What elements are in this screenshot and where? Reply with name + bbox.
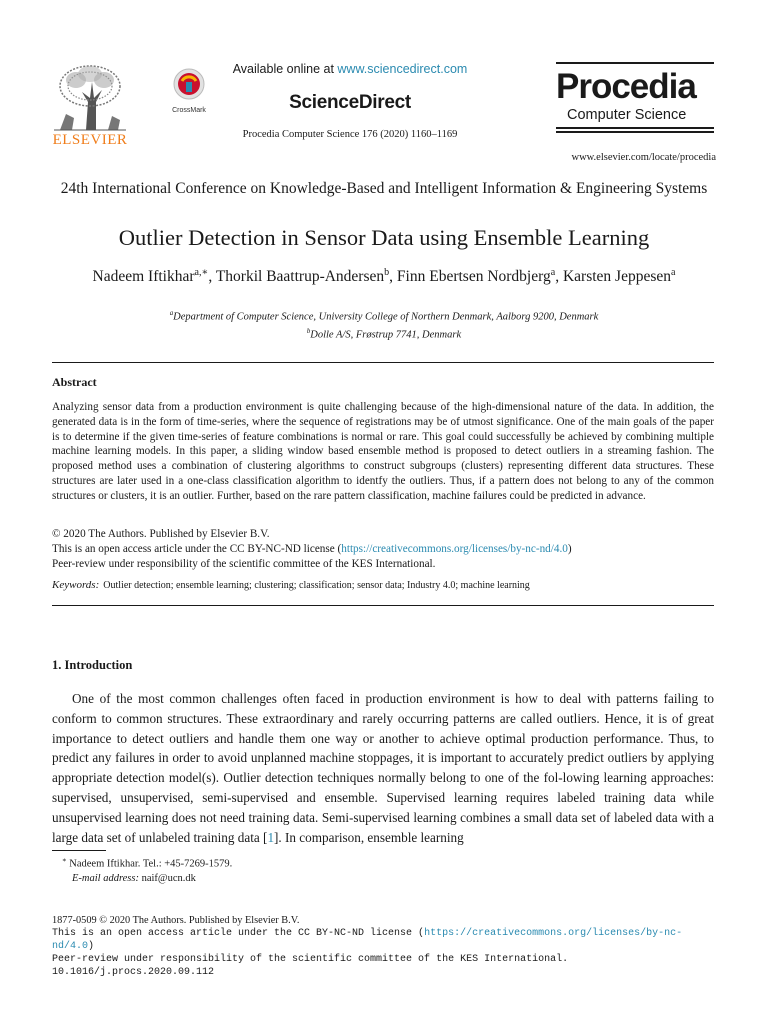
license-prefix: This is an open access article under the CC BY-NC-ND license ( bbox=[52, 542, 342, 555]
author-name: Finn Ebertsen Nordbjerg bbox=[396, 268, 551, 286]
abstract-heading: Abstract bbox=[52, 375, 97, 389]
author-sup: a bbox=[550, 267, 556, 278]
available-prefix: Available online at bbox=[232, 62, 338, 76]
author-sup: b bbox=[384, 267, 390, 278]
elsevier-wordmark: ELSEVIER bbox=[52, 132, 128, 148]
affiliation-sup: b bbox=[306, 327, 311, 335]
author-list: Nadeem Iftikhar$^{a,∗}$, Thorkil Baattrup-Andersen$^b$, Finn Ebertsen Nordbjerg$^a$, Karsten Jeppesen$^a$ bbox=[92, 267, 676, 286]
affiliation-text: Department of Computer Science, University College of Northern Denmark, Aalborg 9200, Denmark bbox=[173, 311, 599, 323]
affiliation-a bbox=[52, 307, 716, 325]
email-label: E-mail address: bbox=[72, 872, 139, 884]
intro-text-end: ]. In comparison, ensemble learning bbox=[274, 829, 464, 845]
page-footer bbox=[52, 914, 714, 979]
affiliation-sup: a bbox=[169, 310, 174, 317]
footnote-author bbox=[62, 854, 232, 872]
procedia-subtitle: Computer Science bbox=[567, 107, 687, 123]
footer-peer-review: Peer-review under responsibility of the scientific committee of the KES International. bbox=[52, 954, 569, 965]
footer-license-link[interactable]: https://creativecommons.org/licenses/by-nc-nd/4.0 bbox=[52, 928, 683, 952]
keywords-line bbox=[52, 579, 714, 591]
footer-license-suffix: ) bbox=[88, 941, 95, 952]
footer-license-prefix: This is an open access article under the CC BY-NC-ND license ( bbox=[52, 928, 425, 939]
journal-reference: Procedia Computer Science 176 (2020) 1160–1169 bbox=[242, 129, 458, 140]
copyright-block bbox=[52, 527, 714, 571]
footnote-rule bbox=[52, 850, 106, 851]
section-heading-introduction: 1. Introduction bbox=[52, 658, 133, 672]
footnote-email bbox=[72, 872, 232, 886]
paper-title: Outlier Detection in Sensor Data using Ensemble Learning bbox=[118, 225, 650, 250]
footer-issn-copyright: 1877-0509 © 2020 The Authors. Published by Elsevier B.V. bbox=[52, 915, 300, 926]
license-link[interactable]: https://creativecommons.org/licenses/by-nc-nd/4.0 bbox=[341, 542, 568, 555]
divider-bottom bbox=[52, 605, 714, 606]
footnote-mark: ∗ bbox=[62, 857, 67, 864]
masthead-rule-bottom-2 bbox=[556, 131, 714, 133]
procedia-title: Procedia bbox=[556, 67, 696, 106]
masthead-rule-bottom bbox=[556, 127, 714, 129]
affiliation-text: Dolle A/S, Frøstrup 7741, Denmark bbox=[310, 329, 462, 340]
procedia-url[interactable]: www.elsevier.com/locate/procedia bbox=[571, 152, 716, 163]
affiliation-b bbox=[52, 325, 716, 343]
abstract-body: Analyzing sensor data from a production environment is quite challenging because of the high-dimensional nature of the data. In addition, the generated data is in the form of time-series, where the sequence of registrations may be of utmost significance. One of the main goals of the paper is to determine if the given time-series of feature combinations is normal or rare. This goal could successfully be achieved by combining multiple machine learning models. In this paper, a sliding window based ensemble method is proposed to detect outliers in a streaming fashion. The proposed method uses a combination of clustering algorithms to construct subgroups (clusters) representing different data structures. These structures are later used in a one-class classification algorithm to identfy the outliers. Thus, if a pattern does not belong to any of the common structures or clusters, it is an outlier. Further, based on the rare pattern classification, machine failures could be predicted in advance. bbox=[52, 401, 714, 502]
intro-text: One of the most common challenges often faced in production environment is how to deal with patterns failing to conform to common structures. These extraordinary and rarely occurring patterns are called outliers. Hence, it is of great importance to detect outliers and handle them one way or another to achieve optimal production performance. Thus, to predict any failures in order to avoid unplanned machine stoppages, it is important to accurately predict outliers by applying appropriate detection model(s). Outlier detection techniques normally belong to one of the fol-lowing learning approaches: supervised, unsupervised, semi-supervised and ensemble. Supervised learning requires labeled training data while unsupervised learning does not need training data. Semi-supervised learning combines a small data set of labeled data with a large data set of unlabeled training data [ bbox=[52, 691, 714, 845]
citation-link[interactable]: 1 bbox=[267, 829, 275, 845]
crossmark-icon bbox=[173, 68, 205, 100]
keywords-label: Keywords: bbox=[52, 579, 100, 591]
license-line bbox=[52, 542, 714, 557]
author-sup: a,∗ bbox=[194, 267, 209, 278]
divider-top bbox=[52, 362, 714, 363]
introduction-paragraph bbox=[52, 689, 714, 847]
author-name: Nadeem Iftikhar bbox=[92, 268, 195, 286]
affiliations bbox=[52, 307, 716, 342]
peer-review-line: Peer-review under responsibility of the scientific committee of the KES International. bbox=[52, 557, 436, 570]
crossmark-label: CrossMark bbox=[172, 107, 206, 114]
footer-doi[interactable]: 10.1016/j.procs.2020.09.112 bbox=[52, 967, 215, 978]
license-suffix: ) bbox=[567, 542, 572, 555]
available-online-line bbox=[220, 62, 480, 76]
keywords-value: Outlier detection; ensemble learning; clustering; classification; sensor data; Industry 4.0; machine learning bbox=[103, 580, 530, 591]
author-name: Thorkil Baattrup-Andersen bbox=[215, 268, 385, 286]
email-address[interactable]: naif@ucn.dk bbox=[141, 872, 196, 884]
author-sup: a bbox=[671, 267, 676, 278]
conference-name: 24th International Conference on Knowledge-Based and Intelligent Information & Engineering Systems bbox=[60, 180, 708, 197]
footer-license-line bbox=[52, 927, 714, 953]
sciencedirect-title: ScienceDirect bbox=[289, 92, 411, 113]
author-name: Karsten Jeppesen bbox=[562, 268, 671, 286]
crossmark-badge[interactable] bbox=[166, 68, 212, 122]
sciencedirect-link[interactable]: www.sciencedirect.com bbox=[337, 62, 468, 76]
footnote-author-text: Nadeem Iftikhar. Tel.: +45-7269-1579. bbox=[69, 858, 233, 870]
procedia-masthead bbox=[556, 62, 714, 135]
masthead-rule-top bbox=[556, 62, 714, 64]
copyright-line: © 2020 The Authors. Published by Elsevier B.V. bbox=[52, 528, 270, 540]
corresponding-author-footnote bbox=[62, 854, 232, 886]
